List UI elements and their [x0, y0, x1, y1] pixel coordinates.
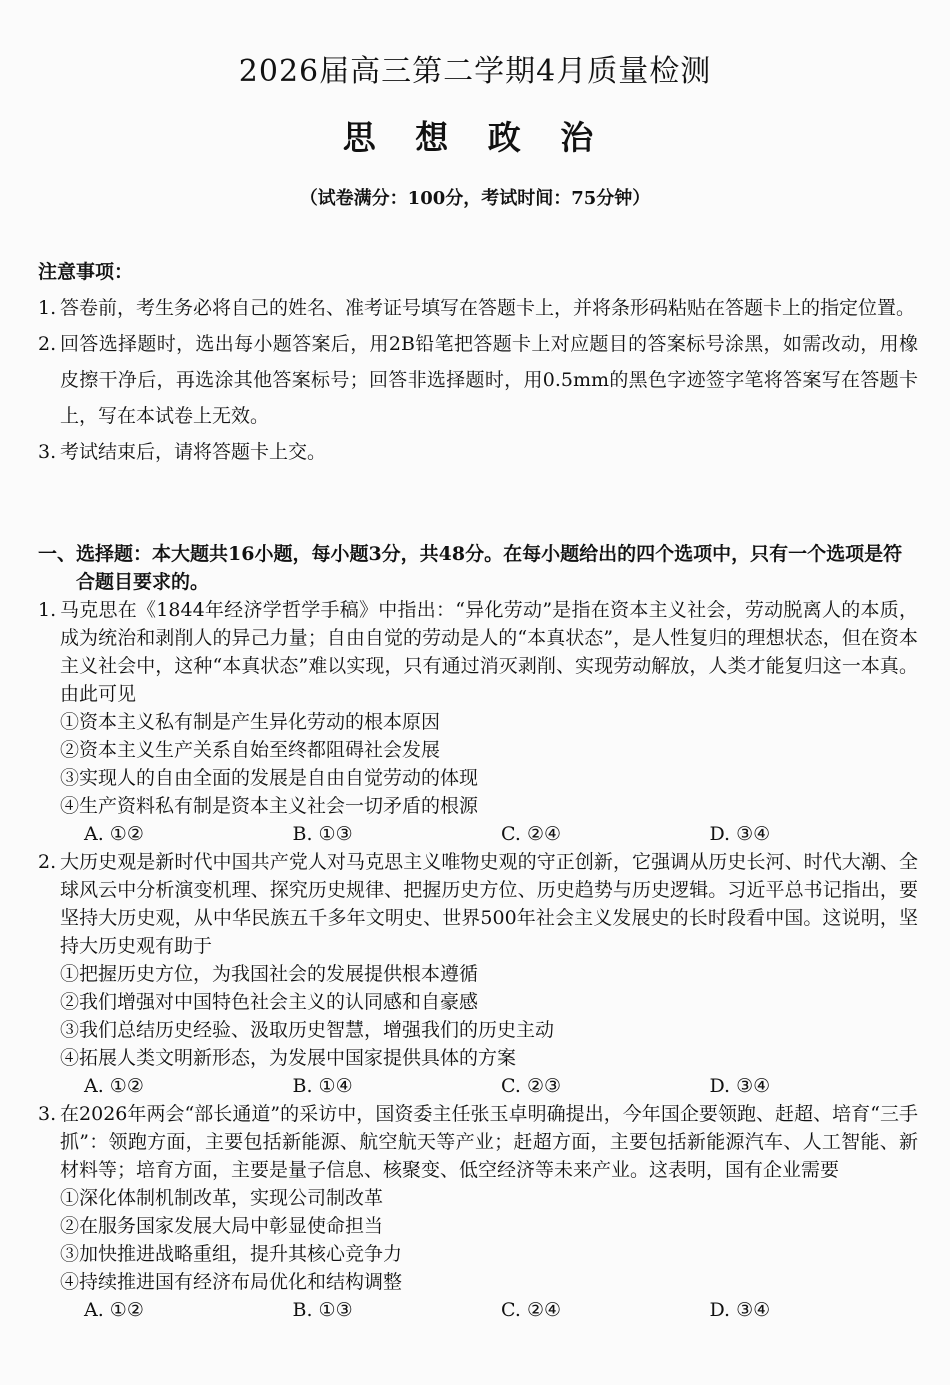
section-number: 一、 — [38, 543, 77, 565]
notice-item — [38, 290, 918, 326]
option-c[interactable]: C. ②③ — [501, 1075, 562, 1097]
notice-item-text: 回答选择题时，选出每小题答案后，用2B铅笔把答题卡上对应题目的答案标号涂黑，如需改动，用橡皮擦干净后，再选涂其他答案标号；回答非选择题时，用0.5mm的黑色字迹签字笔将答案写在答题卡上，写在本试卷上无效。 — [60, 333, 918, 427]
option-a[interactable]: A. ①② — [84, 1075, 144, 1097]
statement: ①把握历史方位，为我国社会的发展提供根本遵循 — [60, 963, 479, 985]
statement: ②我们增强对中国特色社会主义的认同感和自豪感 — [60, 991, 479, 1013]
notice-item-number: 3. — [38, 441, 57, 463]
option-d[interactable]: D. ③④ — [709, 1075, 771, 1097]
question-stem-text: 大历史观是新时代中国共产党人对马克思主义唯物史观的守正创新，它强调从历史长河、时代大潮、全球风云中分析演变机理、探究历史规律、把握历史方位、历史趋势与历史逻辑。习近平总书记指出，要坚持大历史观，从中华民族五千多年文明史、世界500年社会主义发展史的长时段看中国。这说明，坚持大历史观有助于 — [60, 851, 918, 957]
statement: ②资本主义生产关系自始至终都阻碍社会发展 — [60, 739, 441, 761]
question-number: 3. — [38, 1103, 57, 1125]
question-stem-text: 在2026年两会“部长通道”的采访中，国资委主任张玉卓明确提出，今年国企要领跑、赶超、培育“三手抓”：领跑方面，主要包括新能源、航空航天等产业；赶超方面，主要包括新能源汽车、人工智能、新材料等；培育方面，主要是量子信息、核聚变、低空经济等未来产业。这表明，国有企业需要 — [60, 1103, 918, 1181]
question-1 — [38, 596, 918, 848]
exam-meta: （试卷满分：100分，考试时间：75分钟） — [299, 188, 651, 209]
option-b[interactable]: B. ①③ — [292, 1299, 353, 1321]
statement: ①深化体制机制改革，实现公司制改革 — [60, 1187, 384, 1209]
option-b[interactable]: B. ①③ — [292, 823, 353, 845]
option-a[interactable]: A. ①② — [84, 1299, 144, 1321]
statement: ①资本主义私有制是产生异化劳动的根本原因 — [60, 711, 441, 733]
option-d[interactable]: D. ③④ — [709, 1299, 771, 1321]
notice-item-number: 1. — [38, 297, 57, 319]
statement: ④拓展人类文明新形态，为发展中国家提供具体的方案 — [60, 1047, 517, 1069]
option-c[interactable]: C. ②④ — [501, 823, 562, 845]
answer-options — [38, 1296, 918, 1324]
question-number: 2. — [38, 851, 57, 873]
answer-options — [38, 820, 918, 848]
choice-section — [38, 540, 918, 1324]
statement: ③加快推进战略重组，提升其核心竞争力 — [60, 1243, 403, 1265]
question-stem — [38, 848, 918, 960]
section-heading-text: 选择题：本大题共16小题，每小题3分，共48分。在每小题给出的四个选项中，只有一个选项是符合题目要求的。 — [76, 543, 903, 593]
statement: ③我们总结历史经验、汲取历史智慧，增强我们的历史主动 — [60, 1019, 555, 1041]
notice-block — [38, 254, 918, 470]
answer-options — [38, 1072, 918, 1100]
statement: ②在服务国家发展大局中彰显使命担当 — [60, 1215, 384, 1237]
section-heading — [38, 540, 918, 596]
notice-item — [38, 326, 918, 434]
statement: ④持续推进国有经济布局优化和结构调整 — [60, 1271, 403, 1293]
option-d[interactable]: D. ③④ — [709, 823, 771, 845]
notice-item-text: 考试结束后，请将答题卡上交。 — [60, 441, 327, 463]
option-c[interactable]: C. ②④ — [501, 1299, 562, 1321]
exam-title: 2026届高三第二学期4月质量检测 — [238, 54, 712, 89]
notice-item-text: 答卷前，考生务必将自己的姓名、准考证号填写在答题卡上，并将条形码粘贴在答题卡上的指定位置。 — [60, 297, 916, 319]
question-2 — [38, 848, 918, 1100]
notice-heading: 注意事项： — [38, 261, 134, 283]
option-b[interactable]: B. ①④ — [292, 1075, 353, 1097]
subject-title: 思 想 政 治 — [342, 118, 608, 157]
question-number: 1. — [38, 599, 57, 621]
statement: ④生产资料私有制是资本主义社会一切矛盾的根源 — [60, 795, 479, 817]
question-3 — [38, 1100, 918, 1324]
statement: ③实现人的自由全面的发展是自由自觉劳动的体现 — [60, 767, 479, 789]
option-a[interactable]: A. ①② — [84, 823, 144, 845]
question-stem-text: 马克思在《1844年经济学哲学手稿》中指出：“异化劳动”是指在资本主义社会，劳动脱离人的本质，成为统治和剥削人的异己力量；自由自觉的劳动是人的“本真状态”，是人性复归的理想状态，但在资本主义社会中，这种“本真状态”难以实现，只有通过消灭剥削、实现劳动解放，人类才能复归这一本真。由此可见 — [60, 599, 918, 705]
question-stem — [38, 1100, 918, 1184]
question-stem — [38, 596, 918, 708]
notice-item-number: 2. — [38, 333, 57, 355]
notice-item — [38, 434, 918, 470]
